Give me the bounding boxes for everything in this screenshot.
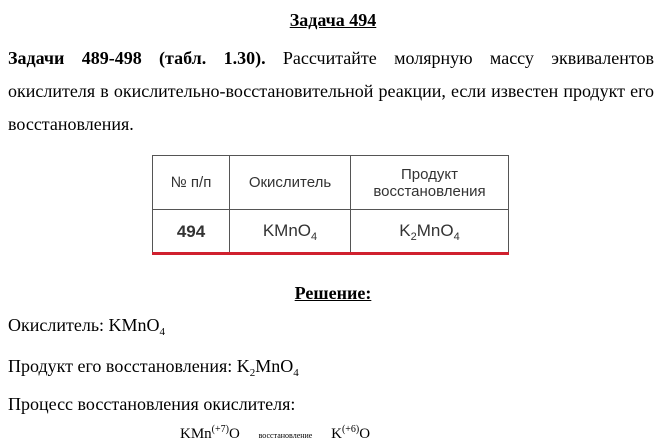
- process-line: Процесс восстановления окислителя:: [8, 394, 296, 414]
- cell-oxidizer: KMnO$_4$: [230, 210, 351, 254]
- table-underline: [152, 252, 509, 255]
- reduction-equation: KMn$^{(+7)}$O восстановление $K^{(+6)}O$: [180, 424, 371, 442]
- page-title: Задача 494: [289, 10, 377, 30]
- oxidizer-formula: KMnO$_4$: [108, 315, 166, 338]
- cell-product: $K_2MnO_4$: [351, 210, 509, 254]
- header-oxidizer: Окислитель: [230, 156, 351, 210]
- task-ref: Задачи 489-498 (табл. 1.30).: [8, 48, 266, 68]
- task-table: [152, 155, 509, 255]
- task-text: Рассчитайте молярную массу эквивалентов окислителя в окислительно-восстановительной реакции, если известен продукт его восстановления.: [8, 48, 655, 134]
- product-line: Продукт его восстановления: $K_2MnO_4$: [8, 356, 299, 379]
- cell-number: 494: [153, 210, 230, 254]
- header-number: № п/п: [153, 156, 230, 210]
- solution-title: Решение:: [294, 283, 372, 303]
- header-product: Продукт восстановления: [351, 156, 509, 210]
- task-statement: [8, 42, 654, 141]
- oxidizer-line: Окислитель: KMnO$_4$: [8, 315, 166, 338]
- product-formula: $K_2MnO_4$: [236, 356, 299, 379]
